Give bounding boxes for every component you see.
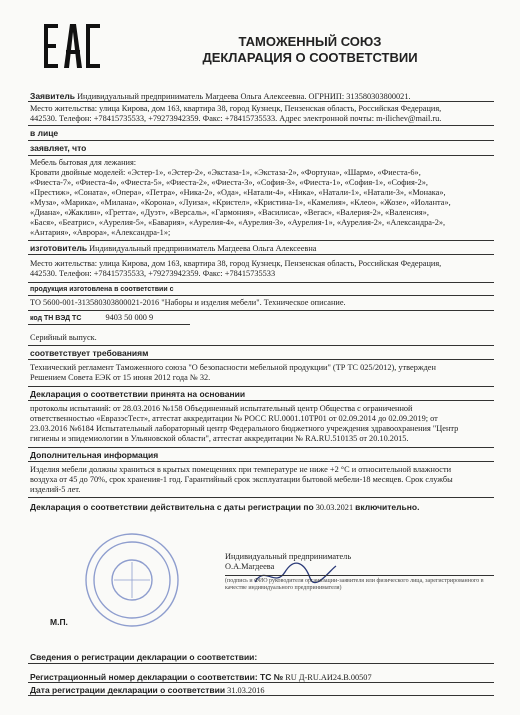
product-line: «Престиж», «Соната», «Опера», «Петра», «Ника-2», «Ода», «Натали-4», «Ника», «Натали-1», «Натали-3», «Монака», [30, 188, 446, 197]
header-title: ТАМОЖЕННЫЙ СОЮЗ [238, 34, 382, 49]
divider [28, 345, 494, 346]
divider [28, 101, 494, 102]
product-line: «Диана», «Жаклин», «Гретта», «Дуэт», «Версаль», «Гармония», «Василиса», «Вегас», «Валерия-2», «Валенсия», [30, 208, 429, 217]
divider [28, 663, 494, 664]
divider [28, 497, 494, 498]
registration-date: 31.03.2016 [227, 686, 265, 695]
requirements-line: Технический регламент Таможенного союза "О безопасности мебельной продукции" (ТР ТС 025/2012), утвержден [30, 363, 436, 372]
serial-text: Серийный выпуск. [30, 333, 97, 342]
registration-date-label: Дата регистрации декларации о соответствии [30, 685, 226, 695]
product-line: «Бася», «Беатрис», «Аурелия-5», «Бавария», «Аурелия-4», «Аурелия-3», «Аурелия-1», «Аурелия-2», «Александра-2», [30, 218, 446, 227]
manufacturer-address-1: Место жительства: улица Кирова, дом 163, квартира 38, город Кузнецк, Пензенская область, Российская Федерация, [30, 259, 442, 268]
basis-line: гигиены и эпидемиологии в Ульяновской области", аттестат аккредитации № RA.RU.510135 от 20.10.2015. [30, 434, 409, 443]
divider [28, 254, 494, 255]
product-line: «Антария», «Аврора», «Александра-1»; [30, 228, 171, 237]
requirements-line: Решением Совета ЕЭК от 15 июня 2012 года № 32. [30, 373, 211, 382]
tnved-value: 9403 50 000 9 [105, 313, 154, 322]
validity-line [30, 502, 496, 513]
basis-line: протоколы испытаний: от 28.03.2016 №158 Объединенный испытательный центр Общества с ограниченной [30, 404, 413, 413]
validity-suffix: включительно. [355, 502, 420, 512]
declares-label: заявляет, что [30, 143, 87, 153]
signer-name: О.А.Магдеева [225, 562, 275, 571]
basis-line: ответственностью «ЕвразэсТест», аттестат аккредитации № РОСС RU.0001.10ТР01 от 02.09.2014 до 02.09.2019; от [30, 414, 438, 423]
eac-logo [42, 22, 102, 72]
divider [28, 386, 494, 387]
divider [28, 240, 494, 241]
divider [28, 295, 494, 296]
header-subtitle: ДЕКЛАРАЦИЯ О СООТВЕТСТВИИ [202, 50, 418, 65]
divider [28, 447, 494, 448]
manufacturer-label: изготовитель [30, 243, 88, 253]
product-title: Мебель бытовая для лежания: [30, 158, 137, 167]
produced-text: ТО 5600-001-313580303800021-2016 "Наборы и изделия мебели". Техническое описание. [30, 298, 346, 307]
basis-line: 23.03.2016 №6184 Испытательный лабораторный центр Федерального бюджетного учреждения здравоохранения "Центр [30, 424, 459, 433]
divider [28, 695, 494, 696]
divider [28, 400, 494, 401]
tnved-label: код ТН ВЭД ТС [30, 315, 82, 322]
divider [28, 155, 494, 156]
divider [28, 682, 494, 683]
product-line: «Фиеста-7», «Фиеста-4», «Фиеста-5», «Фиеста-2», «Фиеста-3», «София-3», «Фиеста-1», «София-1», «София-2», [30, 178, 428, 187]
applicant-address-2: 442530. Телефон: +78415735533, +79273942359. Факс: +78415735533. Адрес электронной почты: m-ilichev@mail.ru. [30, 114, 442, 123]
applicant-name: Индивидуальный предприниматель Магдеева Ольга Алексеевна. ОГРНИП: 313580303800021. [77, 92, 411, 101]
divider [28, 282, 494, 283]
additional-line: изделий-5 лет. [30, 485, 81, 494]
additional-line: воздуха от 45 до 70%, срок хранения-1 год. Гарантийный срок эксплуатации бытовой мебели-18 месяцев. Срок службы [30, 475, 453, 484]
registration-number: RU Д-RU.АИ24.В.00507 [285, 673, 372, 682]
product-line: Кровати двойные моделей: «Эстер-1», «Эстер-2», «Экстаза-1», «Экстаза-2», «Фортуна», «Шарм», «Фиеста-6», [30, 168, 421, 177]
registration-number-label: Регистрационный номер декларации о соответствии: ТС № [30, 672, 284, 682]
applicant-label: Заявитель [30, 91, 75, 101]
divider [28, 140, 494, 141]
divider [28, 461, 494, 462]
seal-stamp [82, 530, 182, 630]
produced-label: продукция изготовлена в соответствии с [30, 286, 174, 293]
divider [28, 324, 190, 325]
signer-role: Индивидуальный предприниматель [225, 552, 352, 561]
divider [28, 359, 494, 360]
divider [225, 575, 494, 576]
manufacturer-name: Индивидуальный предприниматель Магдеева Ольга Алексеевна [89, 244, 317, 253]
mp-label: М.П. [50, 617, 68, 627]
divider [28, 310, 494, 311]
basis-label: Декларация о соответствии принята на основании [30, 389, 246, 399]
additional-line: Изделия мебели должны храниться в крытых помещениях при температуре не ниже +2 °С и относительной влажности [30, 465, 452, 474]
signature-caption: (подпись и ФИО руководителя организации-заявителя или физического лица, зарегистрированного в качестве индивидуального предпринимателя) [225, 578, 484, 591]
product-line: «Муза», «Марика», «Милана», «Корона», «Луиза», «Кристел», «Кристина-1», «Камелия», «Клео», «Жозе», «Иоланта», [30, 198, 451, 207]
manufacturer-line [30, 243, 496, 254]
divider [28, 125, 494, 126]
validity-date: 30.03.2021 [315, 503, 354, 512]
tnved-line [30, 313, 496, 324]
face-label: в лице [30, 128, 59, 138]
validity-prefix: Декларация о соответствии действительна с даты регистрации по [30, 502, 314, 512]
registration-label: Сведения о регистрации декларации о соответствии: [30, 652, 258, 662]
applicant-address-1: Место жительства: улица Кирова, дом 163, квартира 38, город Кузнецк, Пензенская область, Российская Федерация, [30, 104, 442, 113]
document-header [150, 34, 470, 66]
requirements-label: соответствует требованиям [30, 348, 149, 358]
manufacturer-address-2: 442530. Телефон: +78415735533, +79273942359. Факс: +78415735533 [30, 269, 276, 278]
additional-label: Дополнительная информация [30, 450, 159, 460]
